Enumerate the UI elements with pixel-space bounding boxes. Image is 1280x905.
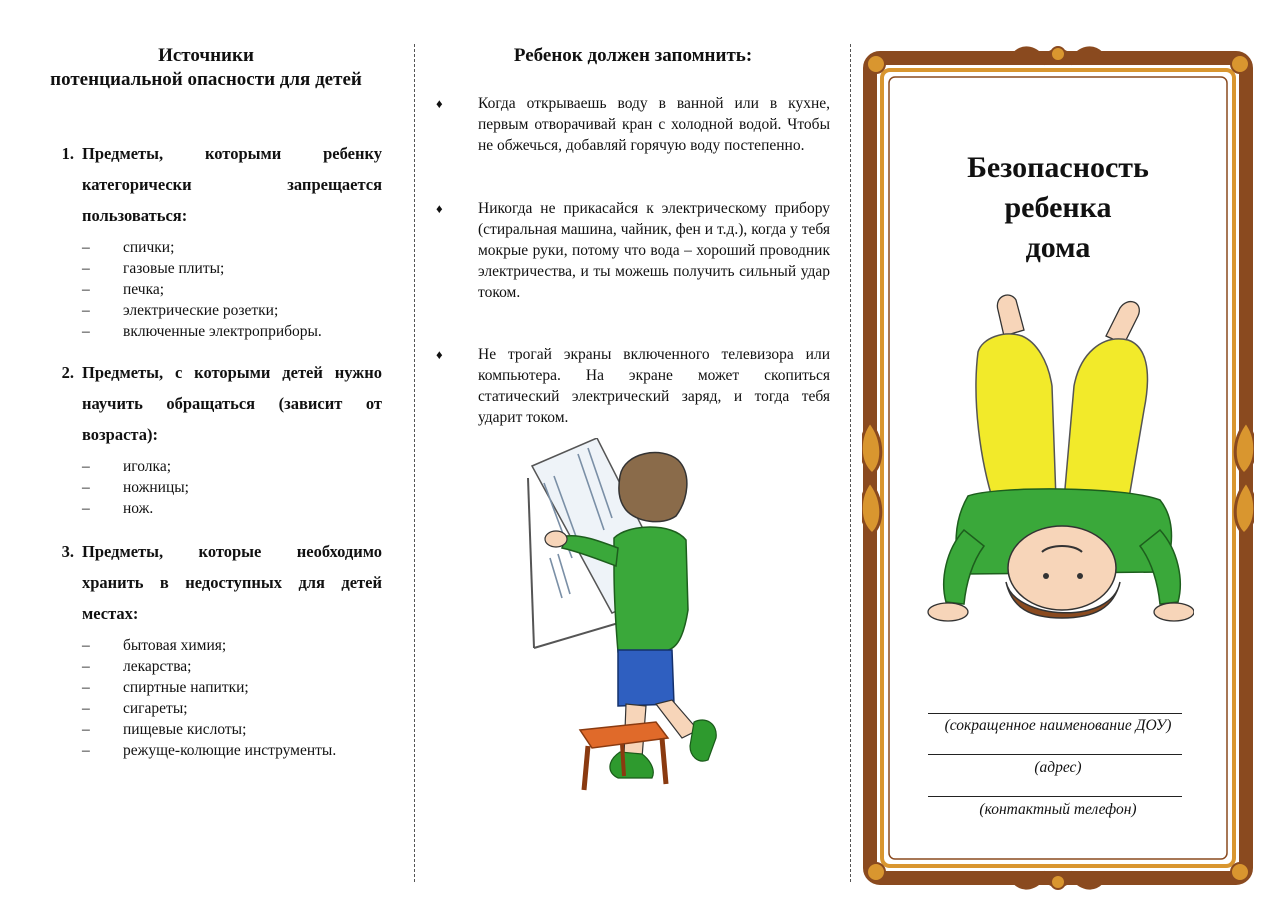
section-number: 1. bbox=[61, 144, 74, 163]
list-item: – газовые плиты; bbox=[30, 258, 382, 279]
section-teach bbox=[30, 357, 382, 519]
diamond-bullet-icon: ♦ bbox=[436, 96, 443, 111]
caption-address: (адрес) bbox=[1034, 759, 1082, 776]
list-item: – лекарства; bbox=[30, 656, 382, 677]
section-heading: Предметы, которые необходимо хранить в недоступных для детей местах: bbox=[82, 542, 382, 623]
diamond-bullet-icon: ♦ bbox=[436, 347, 443, 362]
tip-item bbox=[436, 344, 830, 428]
list-item: – включенные электроприборы. bbox=[30, 321, 382, 342]
boy-at-screen-illustration bbox=[522, 438, 738, 808]
left-panel bbox=[30, 0, 382, 905]
tip-text: Не трогай экраны включенного телевизора или компьютера. На экране может скопиться статический электрический заряд, и тогда тебя ударит током. bbox=[478, 346, 830, 426]
item-list bbox=[30, 237, 382, 342]
list-item: – пищевые кислоты; bbox=[30, 719, 382, 740]
list-item: – ножницы; bbox=[30, 477, 382, 498]
section-heading: Предметы, с которыми детей нужно научить обращаться (зависит от возраста): bbox=[82, 363, 382, 444]
section-number: 3. bbox=[61, 542, 74, 561]
tip-item bbox=[436, 93, 830, 156]
list-item: – спички; bbox=[30, 237, 382, 258]
remember-title: Ребенок должен запомнить: bbox=[513, 45, 753, 66]
list-item: – нож. bbox=[30, 498, 382, 519]
list-item: – сигареты; bbox=[30, 698, 382, 719]
section-store-away bbox=[30, 536, 382, 761]
blank-line-address bbox=[928, 754, 1182, 755]
item-list bbox=[30, 456, 382, 519]
caption-phone: (контактный телефон) bbox=[979, 801, 1137, 818]
section-forbidden bbox=[30, 138, 382, 342]
list-item: – печка; bbox=[30, 279, 382, 300]
section-number: 2. bbox=[61, 363, 74, 382]
list-item: – иголка; bbox=[30, 456, 382, 477]
list-item: – электрические розетки; bbox=[30, 300, 382, 321]
tip-text: Никогда не прикасайся к электрическому прибору (стиральная машина, чайник, фен и т.д.), когда у тебя мокрые руки, потому что вода – хороший проводник электричества, и ты можешь получить сильный удар током. bbox=[478, 200, 830, 301]
cover-title: Безопасность ребенка дома bbox=[967, 151, 1149, 264]
blank-line-org bbox=[928, 713, 1182, 714]
diamond-bullet-icon: ♦ bbox=[436, 201, 443, 216]
fold-line-right bbox=[850, 44, 851, 882]
blank-line-phone bbox=[928, 796, 1182, 797]
danger-sources-title: Источники потенциальной опасности для детей bbox=[50, 45, 362, 90]
fold-line-left bbox=[414, 44, 415, 882]
upside-down-kid-illustration bbox=[924, 290, 1194, 635]
tip-text: Когда открываешь воду в ванной или в кухне, первым отворачивай кран с холодной водой. Чтобы не обжечься, добавляй горячую воду постепенно. bbox=[478, 95, 830, 154]
list-item: – спиртные напитки; bbox=[30, 677, 382, 698]
item-list bbox=[30, 635, 382, 761]
tip-item bbox=[436, 198, 830, 303]
middle-panel bbox=[436, 0, 830, 905]
section-heading: Предметы, которыми ребенку категорически запрещается пользоваться: bbox=[82, 144, 382, 225]
list-item: – режуще-колющие инструменты. bbox=[30, 740, 382, 761]
caption-org-name: (сокращенное наименование ДОУ) bbox=[944, 717, 1172, 734]
list-item: – бытовая химия; bbox=[30, 635, 382, 656]
cover-panel bbox=[852, 0, 1280, 905]
